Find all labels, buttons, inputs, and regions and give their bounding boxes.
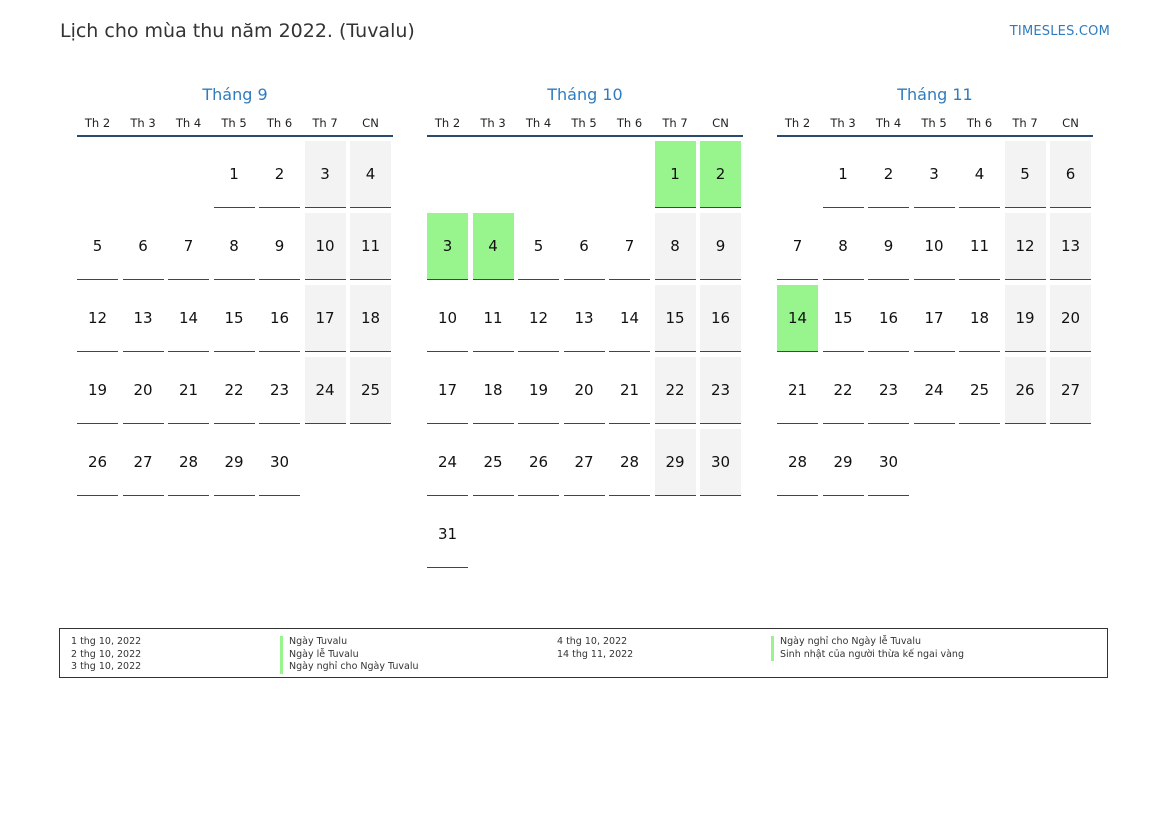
day-cell[interactable]: 11: [473, 285, 514, 352]
day-cell[interactable]: 19: [518, 357, 559, 424]
empty-cell: [609, 141, 650, 208]
day-cell[interactable]: 16: [868, 285, 909, 352]
weekday-label: CN: [362, 116, 379, 130]
weekday-label: CN: [1062, 116, 1079, 130]
day-cell[interactable]: 12: [518, 285, 559, 352]
day-cell[interactable]: 9: [868, 213, 909, 280]
day-cell[interactable]: 26: [77, 429, 118, 496]
weekday-label: Th 4: [525, 116, 552, 130]
day-cell[interactable]: 18: [959, 285, 1000, 352]
legend-holiday-name: Ngày nghỉ cho Ngày Tuvalu: [280, 661, 419, 674]
days-grid: [427, 141, 743, 568]
legend-date: 3 thg 10, 2022: [71, 661, 142, 672]
weekday-label: Th 5: [921, 116, 947, 130]
day-cell[interactable]: 28: [168, 429, 209, 496]
day-cell[interactable]: 22: [655, 357, 696, 424]
weekday-label: CN: [712, 116, 729, 130]
empty-cell: [427, 141, 468, 208]
day-cell[interactable]: 25: [350, 357, 391, 424]
weekday-label: Th 4: [875, 116, 902, 130]
days-grid: [777, 141, 1093, 496]
day-cell[interactable]: 10: [305, 213, 346, 280]
day-cell[interactable]: 26: [518, 429, 559, 496]
empty-cell: [518, 141, 559, 208]
holiday-day-cell[interactable]: 3: [427, 213, 468, 280]
day-cell[interactable]: 4: [959, 141, 1000, 208]
day-cell[interactable]: 29: [655, 429, 696, 496]
site-link[interactable]: TIMESLES.COM: [1009, 24, 1110, 39]
day-cell[interactable]: 17: [427, 357, 468, 424]
day-cell[interactable]: 7: [609, 213, 650, 280]
day-cell[interactable]: 21: [609, 357, 650, 424]
day-cell[interactable]: 27: [123, 429, 164, 496]
empty-cell: [777, 141, 818, 208]
page-title: Lịch cho mùa thu năm 2022. (Tuvalu): [60, 20, 415, 42]
weekday-label: Th 7: [662, 116, 688, 130]
day-cell[interactable]: 21: [777, 357, 818, 424]
day-cell[interactable]: 3: [914, 141, 955, 208]
day-cell[interactable]: 5: [1005, 141, 1046, 208]
day-cell[interactable]: 24: [305, 357, 346, 424]
month-november: [777, 84, 1093, 496]
day-cell[interactable]: 28: [609, 429, 650, 496]
day-cell[interactable]: 10: [427, 285, 468, 352]
weekday-label: Th 5: [221, 116, 247, 130]
day-cell[interactable]: 8: [655, 213, 696, 280]
empty-cell: [77, 141, 118, 208]
day-cell[interactable]: 10: [914, 213, 955, 280]
day-cell[interactable]: 20: [123, 357, 164, 424]
day-cell[interactable]: 21: [168, 357, 209, 424]
empty-cell: [168, 141, 209, 208]
weekday-label: Th 6: [266, 116, 293, 130]
day-cell[interactable]: 2: [259, 141, 300, 208]
day-cell[interactable]: 30: [700, 429, 741, 496]
day-cell[interactable]: 6: [123, 213, 164, 280]
month-title: Tháng 11: [897, 85, 973, 104]
day-cell[interactable]: 13: [123, 285, 164, 352]
day-cell[interactable]: 9: [700, 213, 741, 280]
day-cell[interactable]: 6: [1050, 141, 1091, 208]
weekday-label: Th 7: [312, 116, 338, 130]
day-cell[interactable]: 16: [259, 285, 300, 352]
day-cell[interactable]: 13: [1050, 213, 1091, 280]
day-cell[interactable]: 27: [564, 429, 605, 496]
weekday-header: [777, 115, 1093, 137]
day-cell[interactable]: 11: [959, 213, 1000, 280]
day-cell[interactable]: 27: [1050, 357, 1091, 424]
weekday-label: Th 7: [1012, 116, 1038, 130]
holiday-day-cell[interactable]: 4: [473, 213, 514, 280]
weekday-header: [77, 115, 393, 137]
day-cell[interactable]: 20: [1050, 285, 1091, 352]
day-cell[interactable]: 30: [868, 429, 909, 496]
day-cell[interactable]: 7: [777, 213, 818, 280]
legend-names-right: [771, 636, 964, 661]
empty-cell: [564, 141, 605, 208]
legend-names-left: [280, 636, 419, 674]
month-title: Tháng 10: [547, 85, 623, 104]
day-cell[interactable]: 16: [700, 285, 741, 352]
day-cell[interactable]: 22: [214, 357, 255, 424]
day-cell[interactable]: 31: [427, 501, 468, 568]
day-cell[interactable]: 23: [868, 357, 909, 424]
day-cell[interactable]: 11: [350, 213, 391, 280]
legend-holiday-name: Sinh nhật của người thừa kế ngai vàng: [771, 649, 964, 662]
weekday-label: Th 6: [966, 116, 993, 130]
day-cell[interactable]: 8: [214, 213, 255, 280]
day-cell[interactable]: 24: [427, 429, 468, 496]
holiday-legend: [59, 628, 1108, 678]
day-cell[interactable]: 12: [77, 285, 118, 352]
legend-holiday-name: Ngày nghỉ cho Ngày lễ Tuvalu: [771, 636, 964, 649]
weekday-header: [427, 115, 743, 137]
weekday-label: Th 2: [84, 116, 111, 130]
day-cell[interactable]: 22: [823, 357, 864, 424]
day-cell[interactable]: 23: [700, 357, 741, 424]
day-cell[interactable]: 20: [564, 357, 605, 424]
day-cell[interactable]: 29: [823, 429, 864, 496]
day-cell[interactable]: 17: [914, 285, 955, 352]
weekday-label: Th 3: [830, 116, 856, 130]
legend-date: 4 thg 10, 2022: [557, 636, 628, 647]
weekday-label: Th 4: [175, 116, 202, 130]
weekday-label: Th 3: [480, 116, 506, 130]
day-cell[interactable]: 3: [305, 141, 346, 208]
day-cell[interactable]: 25: [959, 357, 1000, 424]
day-cell[interactable]: 13: [564, 285, 605, 352]
legend-date: 2 thg 10, 2022: [71, 648, 142, 660]
day-cell[interactable]: 12: [1005, 213, 1046, 280]
day-cell[interactable]: 1: [214, 141, 255, 208]
holiday-day-cell[interactable]: 14: [777, 285, 818, 352]
day-cell[interactable]: 18: [350, 285, 391, 352]
day-cell[interactable]: 18: [473, 357, 514, 424]
month-title: Tháng 9: [202, 85, 268, 104]
day-cell[interactable]: 5: [77, 213, 118, 280]
month-october: [427, 84, 743, 568]
day-cell[interactable]: 15: [214, 285, 255, 352]
weekday-label: Th 3: [130, 116, 156, 130]
legend-dates-right: [557, 636, 633, 661]
legend-holiday-name: Ngày Tuvalu: [280, 636, 419, 649]
day-cell[interactable]: 6: [564, 213, 605, 280]
day-cell[interactable]: 30: [259, 429, 300, 496]
weekday-label: Th 6: [616, 116, 643, 130]
legend-dates-left: [71, 636, 141, 674]
day-cell[interactable]: 29: [214, 429, 255, 496]
day-cell[interactable]: 26: [1005, 357, 1046, 424]
month-september: [77, 84, 393, 496]
day-cell[interactable]: 14: [168, 285, 209, 352]
empty-cell: [473, 141, 514, 208]
days-grid: [77, 141, 393, 496]
day-cell[interactable]: 8: [823, 213, 864, 280]
day-cell[interactable]: 2: [868, 141, 909, 208]
day-cell[interactable]: 5: [518, 213, 559, 280]
day-cell[interactable]: 4: [350, 141, 391, 208]
day-cell[interactable]: 19: [1005, 285, 1046, 352]
holiday-day-cell[interactable]: 2: [700, 141, 741, 208]
day-cell[interactable]: 17: [305, 285, 346, 352]
day-cell[interactable]: 15: [655, 285, 696, 352]
legend-date: 1 thg 10, 2022: [71, 636, 142, 647]
weekday-label: Th 5: [571, 116, 597, 130]
day-cell[interactable]: 9: [259, 213, 300, 280]
empty-cell: [123, 141, 164, 208]
day-cell[interactable]: 7: [168, 213, 209, 280]
day-cell[interactable]: 19: [77, 357, 118, 424]
day-cell[interactable]: 25: [473, 429, 514, 496]
weekday-label: Th 2: [434, 116, 461, 130]
day-cell[interactable]: 1: [823, 141, 864, 208]
day-cell[interactable]: 28: [777, 429, 818, 496]
holiday-day-cell[interactable]: 1: [655, 141, 696, 208]
day-cell[interactable]: 15: [823, 285, 864, 352]
day-cell[interactable]: 14: [609, 285, 650, 352]
legend-date: 14 thg 11, 2022: [557, 648, 634, 660]
day-cell[interactable]: 23: [259, 357, 300, 424]
day-cell[interactable]: 24: [914, 357, 955, 424]
weekday-label: Th 2: [784, 116, 811, 130]
legend-holiday-name: Ngày lễ Tuvalu: [280, 649, 419, 662]
